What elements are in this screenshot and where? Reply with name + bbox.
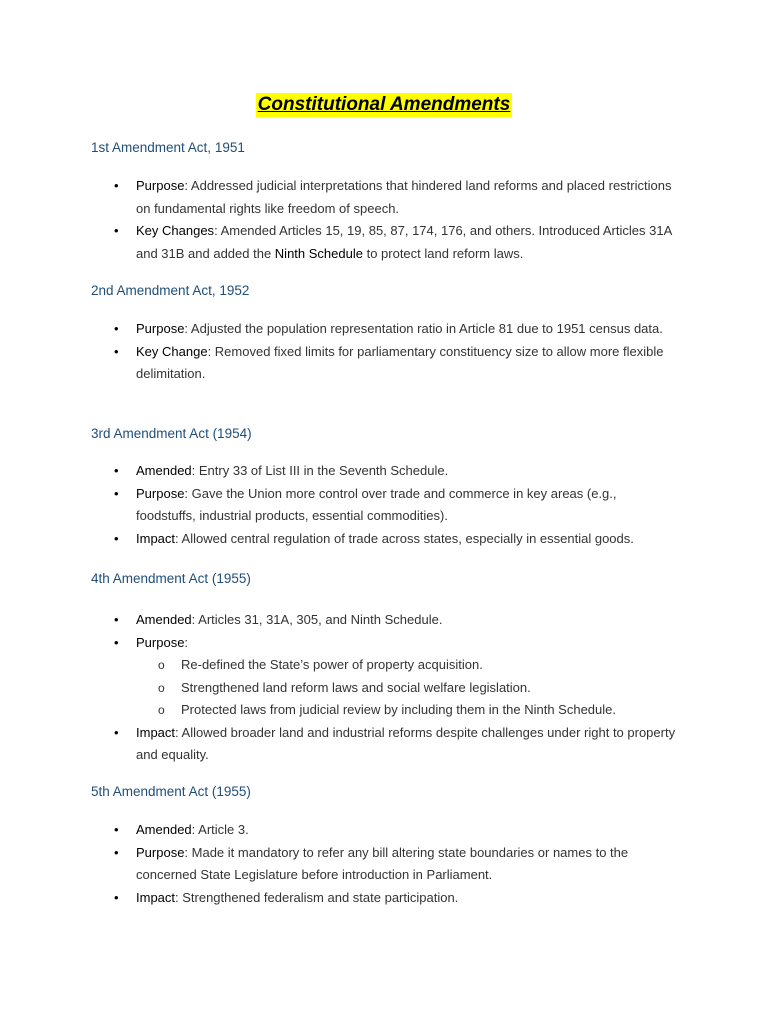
bullet-icon: • (114, 822, 119, 837)
section-heading-3rd-amendment: 3rd Amendment Act (1954) (91, 426, 252, 441)
sub-bullet-icon: o (158, 658, 165, 672)
bullet-key: Key Change (136, 343, 208, 359)
bullet-icon: • (114, 724, 119, 740)
list-item (0, 722, 676, 767)
list-item (0, 220, 676, 265)
section-2-bullets (0, 318, 768, 386)
bullet-icon: • (114, 321, 119, 336)
bullet-key: Purpose (136, 178, 185, 193)
bullet-icon: • (114, 612, 119, 627)
bullet-text: : Gave the Union more control over trade and commerce in key areas (e.g., foodstuffs, industrial products, essential commodities). (136, 485, 617, 523)
list-item (0, 632, 676, 655)
section-3-bullets (0, 460, 768, 550)
title-row (0, 93, 768, 117)
section-1-bullets (0, 175, 768, 265)
section-heading-2nd-amendment: 2nd Amendment Act, 1952 (91, 283, 250, 298)
list-item (0, 483, 676, 528)
document-title: Constitutional Amendments (257, 94, 511, 115)
sub-bullet-text: Re-defined the State’s power of property acquisition. (181, 657, 483, 672)
bullet-text: : Removed fixed limits for parliamentary constituency size to allow more flexible delimitation. (136, 343, 664, 381)
bullet-key: Purpose (136, 321, 185, 336)
sub-bullet-icon: o (158, 703, 165, 717)
sub-list-item (0, 654, 681, 677)
sub-bullet-text: Protected laws from judicial review by including them in the Ninth Schedule. (181, 702, 616, 717)
section-4-bullets (0, 609, 768, 767)
list-item (0, 887, 676, 910)
bullet-icon: • (114, 223, 119, 238)
bullet-key: Impact (136, 889, 176, 905)
bullet-text: : Allowed central regulation of trade across states, especially in essential goods. (175, 530, 634, 546)
bullet-key: Amended (136, 822, 192, 837)
bullet-key: Amended (136, 463, 192, 478)
bullet-key: Impact (136, 724, 176, 740)
bullet-icon: • (114, 889, 119, 905)
bullet-key: Purpose (136, 634, 185, 650)
bullet-icon: • (114, 530, 119, 546)
bullet-key: Impact (136, 530, 176, 546)
bullet-key: Purpose (136, 485, 185, 501)
bullet-text: : Adjusted the population representation ratio in Article 81 due to 1951 census data. (184, 321, 663, 336)
bullet-icon: • (114, 634, 119, 650)
bullet-text: : (184, 634, 189, 650)
section-5-bullets (0, 819, 768, 909)
bullet-text: : Entry 33 of List III in the Seventh Schedule. (191, 463, 449, 478)
section-heading-1st-amendment: 1st Amendment Act, 1951 (91, 140, 245, 155)
sub-list-item (0, 699, 681, 722)
bullet-text: to protect land reform laws. (362, 245, 524, 261)
list-item (0, 318, 676, 341)
list-item (0, 460, 676, 483)
bullet-key: Purpose (136, 844, 185, 860)
bullet-icon: • (114, 343, 119, 359)
bullet-icon: • (114, 844, 119, 860)
list-item (0, 609, 676, 632)
bullet-key: Key Changes (136, 223, 215, 238)
list-item (0, 819, 676, 842)
bullet-text: : Addressed judicial interpretations that hindered land reforms and placed restrictions on fundamental rights like freedom of speech. (136, 178, 672, 216)
bullet-text: : Allowed broader land and industrial reforms despite challenges under right to property and equality. (136, 724, 676, 762)
list-item (0, 528, 676, 551)
section-heading-4th-amendment: 4th Amendment Act (1955) (91, 571, 251, 586)
bullet-icon: • (114, 178, 119, 193)
bullet-text: : Article 3. (191, 822, 249, 837)
bullet-text: : Articles 31, 31A, 305, and Ninth Schedule. (191, 612, 443, 627)
bullet-key-inline: Ninth Schedule (274, 245, 363, 261)
section-heading-5th-amendment: 5th Amendment Act (1955) (91, 784, 251, 799)
bullet-icon: • (114, 485, 119, 501)
bullet-text: : Made it mandatory to refer any bill altering state boundaries or names to the concerned State Legislature before introduction in Parliament. (136, 844, 629, 882)
list-item (0, 842, 676, 887)
sub-bullet-icon: o (158, 680, 165, 695)
bullet-key: Amended (136, 612, 192, 627)
bullet-icon: • (114, 463, 119, 478)
bullet-text: : Strengthened federalism and state participation. (175, 889, 459, 905)
list-item (0, 175, 676, 220)
list-item (0, 341, 676, 386)
bullet-text: : Amended Articles 15, 19, 85, 87, 174, 176, and others. Introduced Articles 31A and 31B and added the (136, 223, 672, 261)
sub-bullet-text: Strengthened land reform laws and social welfare legislation. (181, 679, 531, 695)
sub-list-item (0, 677, 681, 700)
